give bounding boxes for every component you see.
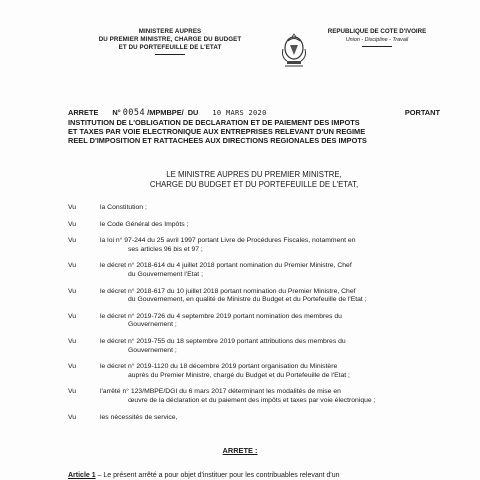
visa-text-line: du Gouvernement l'Etat ; (128, 270, 203, 278)
arrete-heading-text: ARRETE : (222, 446, 258, 455)
visa-item (68, 288, 440, 305)
republic-title: REPUBLIQUE DE COTE D'IVOIRE (327, 28, 427, 35)
visa-item (68, 414, 440, 423)
visa-label: Vu (68, 312, 77, 320)
visa-label: Vu (68, 287, 77, 295)
visa-text-line: du Gouvernement, en qualité de Ministre du Budget et du Portefeuille de l'Etat ; (128, 296, 367, 304)
visa-text (100, 388, 440, 405)
arrete-portant: PORTANT (404, 108, 440, 117)
visa-text (100, 204, 440, 213)
visas-list (68, 204, 440, 422)
visa-item (68, 363, 440, 380)
arrete-heading (0, 446, 480, 455)
arrete-title-line: INSTITUTION DE L'OBLIGATION DE DECLARATION ET DE PAIEMENT DES IMPOTS (68, 118, 360, 127)
header-divider (362, 46, 392, 47)
visa-text-line: auprès du Premier Ministre, chargé du Budget et du Portefeuille de l'Etat ; (128, 371, 350, 379)
visa-text-line: le décret n° 2018-617 du 10 juillet 2018 portant nomination du Premier Ministre, Chef (100, 287, 356, 295)
visa-label: Vu (68, 388, 77, 396)
visa-item (68, 338, 440, 355)
visa-text (100, 221, 440, 230)
arrete-du-label: DU (187, 108, 199, 117)
minister-heading-line: LE MINISTRE AUPRES DU PREMIER MINISTRE, (166, 170, 342, 179)
visa-label: Vu (68, 220, 77, 228)
republic-header (314, 28, 440, 47)
arrete-prefix: ARRETE (68, 108, 99, 117)
article-1 (68, 472, 448, 479)
arrete-number: 0054 (122, 108, 146, 118)
minister-heading-line: CHARGE DU BUDGET ET DU PORTEFEUILLE DE L'ETAT, (149, 180, 359, 189)
visa-item (68, 388, 440, 405)
visa-text (100, 363, 440, 380)
visa-text-line: le décret n° 2019-755 du 18 septembre 2019 portant attributions des membres du (100, 337, 346, 345)
visa-text (100, 338, 440, 355)
visa-text-line: les nécessités de service, (100, 413, 178, 421)
visa-text (100, 262, 440, 279)
visa-text (100, 313, 440, 330)
visa-label: Vu (68, 204, 77, 211)
visa-item (68, 262, 440, 279)
visa-label: Vu (68, 337, 77, 345)
visa-item (68, 204, 440, 213)
visa-text (100, 288, 440, 305)
arrete-date: 10 MARS 2020 (212, 109, 267, 117)
ministry-header (70, 28, 270, 55)
visa-label: Vu (68, 237, 77, 245)
visa-text-line: le décret n° 2018-614 du 4 juillet 2018 portant nomination du Premier Ministre, Chef (100, 262, 352, 270)
visa-text-line: le décret n° 2019-726 du 4 septembre 2019 portant nomination des membres du (100, 312, 342, 320)
visa-text-line: la Constitution ; (100, 204, 147, 211)
visa-item (68, 237, 440, 254)
visa-label: Vu (68, 363, 77, 371)
visa-text-line: Gouvernement ; (128, 346, 177, 354)
ministry-header-line: DU PREMIER MINISTRE, CHARGE DU BUDGET (98, 36, 242, 43)
visa-text-line: l'arrêté n° 123/MBPE/DGI du 6 mars 2017 déterminant les modalités de mise en (100, 388, 341, 396)
article-1-text: – Le présent arrêté a pour objet d'instituer pour les contribuables relevant d'un (95, 472, 340, 479)
visa-text (100, 414, 440, 423)
visa-text-line: le Code Général des Impôts ; (100, 220, 189, 228)
visa-text (100, 237, 440, 254)
visa-label: Vu (68, 413, 77, 421)
visa-text-line: Gouvernement ; (128, 321, 177, 329)
arrete-title (68, 108, 440, 145)
arrete-number-label: N° (112, 108, 121, 117)
arrete-ministry-code: /MPMBPE/ (147, 108, 184, 117)
arrete-title-line: ET TAXES PAR VOIE ELECTRONIQUE AUX ENTREPRISES RELEVANT D'UN REGIME (68, 127, 366, 136)
visa-label: Vu (68, 262, 77, 270)
visa-text-line: la loi n° 97-244 du 25 avril 1997 portant Livre de Procédures Fiscales, notamment en (100, 237, 356, 245)
coat-of-arms-icon (279, 33, 309, 71)
visa-text-line: le décret n° 2019-1120 du 18 décembre 2019 portant organisation du Ministère (100, 363, 338, 371)
ministry-header-line: MINISTERE AUPRES (138, 28, 202, 35)
visa-item (68, 221, 440, 230)
visa-item (68, 313, 440, 330)
visa-text-line: ses articles 96 bis et 97 ; (128, 245, 203, 253)
article-1-label: Article 1 (68, 472, 96, 479)
arrete-title-line: REEL D'IMPOSITION ET RATTACHEES AUX DIRECTIONS REGIONALES DES IMPOTS (68, 136, 367, 145)
republic-motto: Union - Discipline - Travail (345, 37, 409, 43)
header-divider (155, 54, 185, 55)
minister-heading (68, 170, 440, 190)
ministry-header-line: ET DU PORTEFEUILLE DE L'ETAT (118, 44, 222, 51)
visa-text-line: œuvre de la déclaration et du paiement des impôts et taxes par voie électronique ; (128, 396, 376, 404)
